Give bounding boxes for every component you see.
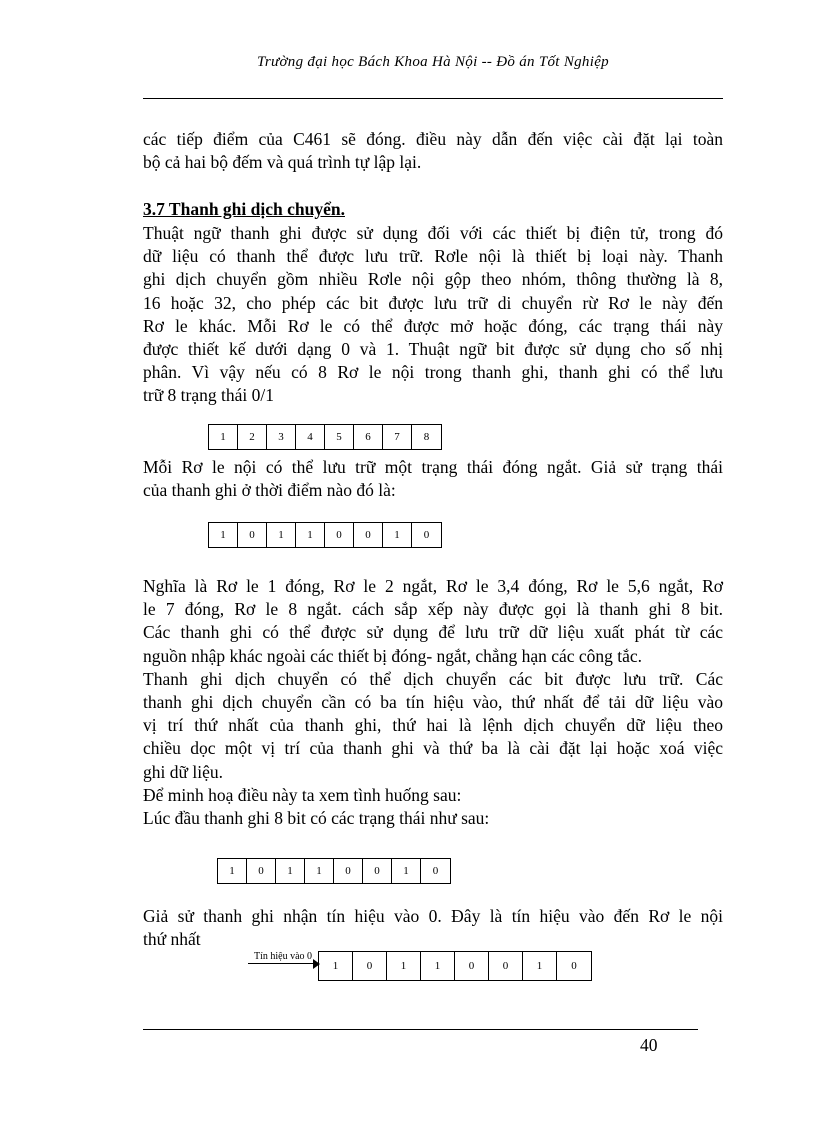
register-diagram-positions: [208, 424, 442, 450]
register-cell: 1: [319, 952, 353, 980]
text-line: thanh ghi dịch chuyển cần có ba tín hiệu vào, thứ nhất để tải dữ liệu vào: [143, 692, 723, 713]
register-cell: 0: [455, 952, 489, 980]
register-cell: 1: [305, 859, 334, 883]
input-signal-arrow: [248, 963, 318, 964]
paragraph-2: [143, 222, 723, 408]
paragraph-5: [143, 905, 723, 951]
register-cell: 0: [363, 859, 392, 883]
paragraph-1: [143, 128, 723, 174]
paragraph-4: [143, 575, 723, 830]
register-cell: 0: [423, 529, 430, 541]
text-line: vị trí thứ nhất của thanh ghi, thứ hai là lệnh dịch chuyển dữ liệu theo: [143, 715, 723, 736]
register-cell: 3: [267, 425, 296, 449]
text-line: dữ liệu có thanh thể được lưu trữ. Rơle nội là thiết bị loại này. Thanh: [143, 246, 723, 267]
text-line: chiều dọc một vị trí của thanh ghi và thứ ba là cài đặt lại hoặc xoá việc: [143, 738, 723, 759]
register-diagram-input: [318, 951, 592, 981]
text-line: le 7 đóng, Rơ le 8 ngắt. cách sắp xếp này được gọi là thanh ghi 8 bit.: [143, 599, 723, 620]
register-cell: 0: [353, 952, 387, 980]
register-cell: 1: [392, 859, 421, 883]
register-cell: 6: [354, 425, 383, 449]
register-cell: 1: [209, 425, 238, 449]
text-line: ghi dịch chuyển gồm nhiều Rơle nội gộp theo nhóm, thông thường là 8,: [143, 269, 723, 290]
footer-divider: [143, 1029, 698, 1030]
text-line: Thanh ghi dịch chuyển có thể dịch chuyển các bit được lưu trữ. Các: [143, 668, 723, 689]
text-line: Để minh hoạ điều này ta xem tình huống sau:: [143, 784, 462, 805]
text-line: 16 hoặc 32, cho phép các bit được lưu trữ di chuyển rừ Rơ le này đến: [143, 292, 723, 313]
text-line: được thiết kế dưới dạng 0 và 1. Thuật ngữ bit được sử dụng cho số nhị: [143, 339, 723, 360]
register-cell: 8: [423, 431, 430, 443]
register-cell: 0: [238, 523, 267, 547]
text-line: trữ 8 trạng thái 0/1: [143, 385, 274, 406]
text-line: Nghĩa là Rơ le 1 đóng, Rơ le 2 ngắt, Rơ le 3,4 đóng, Rơ le 5,6 ngắt, Rơ: [143, 576, 723, 596]
text-line: bộ cả hai bộ đếm và quá trình tự lập lại.: [143, 152, 422, 173]
text-line: phân. Vì vậy nếu có 8 Rơ le nội trong thanh ghi, thanh ghi có thể lưu: [143, 362, 723, 383]
text-line: của thanh ghi ở thời điểm nào đó là:: [143, 480, 396, 501]
text-line: Mỗi Rơ le nội có thể lưu trữ một trạng thái đóng ngắt. Giả sử trạng thái: [143, 457, 723, 477]
paragraph-3: [143, 456, 723, 502]
register-cell: 1: [387, 952, 421, 980]
text-line: Lúc đầu thanh ghi 8 bit có các trạng thái như sau:: [143, 808, 490, 829]
text-line: ghi dữ liệu.: [143, 761, 223, 782]
register-cell: 0: [432, 865, 439, 877]
register-cell: 2: [238, 425, 267, 449]
register-cell: 1: [383, 523, 412, 547]
register-diagram-state: [208, 522, 442, 548]
register-cell: 1: [209, 523, 238, 547]
page-header: Trường đại học Bách Khoa Hà Nội -- Đồ án Tốt Nghiệp: [257, 54, 609, 70]
register-diagram-initial: [217, 858, 451, 884]
register-cell: 1: [421, 952, 455, 980]
register-cell: 1: [296, 523, 325, 547]
register-cell: 0: [325, 523, 354, 547]
register-cell: 0: [571, 960, 577, 972]
register-cell: 7: [383, 425, 412, 449]
register-cell: 0: [489, 952, 523, 980]
text-line: Giả sử thanh ghi nhận tín hiệu vào 0. Đây là tín hiệu vào đến Rơ le nội: [143, 906, 723, 926]
input-signal-label: Tín hiệu vào 0: [254, 951, 313, 962]
register-cell: 0: [247, 859, 276, 883]
text-line: Rơ le khác. Mỗi Rơ le có thể được mở hoặc đóng, các trạng thái này: [143, 315, 723, 336]
register-cell: 1: [218, 859, 247, 883]
register-cell: 5: [325, 425, 354, 449]
page-number: 40: [640, 1035, 658, 1055]
register-cell: 1: [267, 523, 296, 547]
register-cell: 0: [354, 523, 383, 547]
register-cell: 4: [296, 425, 325, 449]
register-cell: 1: [523, 952, 557, 980]
text-line: Thuật ngữ thanh ghi được sử dụng đối với các thiết bị điện tử, trong đó: [143, 223, 723, 243]
text-line: thứ nhất: [143, 929, 201, 950]
text-line: các tiếp điểm của C461 sẽ đóng. điều này dẫn đến việc cài đặt lại toàn: [143, 129, 723, 149]
text-line: nguồn nhập khác ngoài các thiết bị đóng- ngắt, chẳng hạn các công tắc.: [143, 645, 643, 666]
header-divider: [143, 98, 723, 99]
register-cell: 1: [276, 859, 305, 883]
text-line: Các thanh ghi có thể được sử dụng để lưu trữ dữ liệu xuất phát từ các: [143, 622, 723, 643]
register-cell: 0: [334, 859, 363, 883]
section-heading: 3.7 Thanh ghi dịch chuyển.: [143, 199, 345, 219]
